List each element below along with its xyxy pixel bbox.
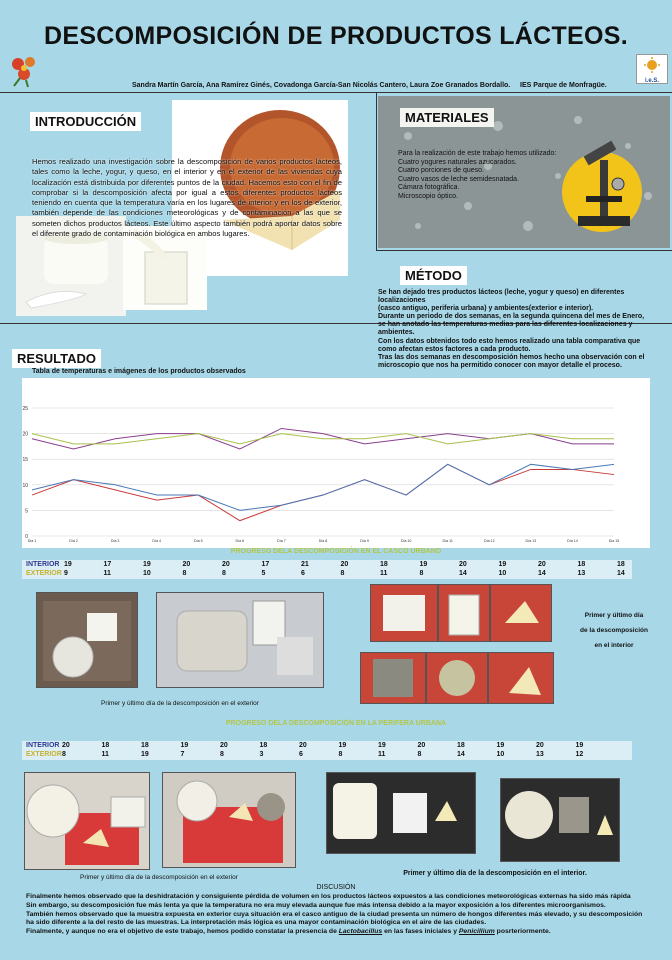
- table-cell: 9: [64, 570, 68, 577]
- table-cell: 20: [459, 561, 467, 568]
- discussion-fragment: posrteriormente.: [494, 928, 551, 936]
- method-text: [378, 289, 670, 370]
- x-tick-label: Día 5: [193, 539, 203, 543]
- photo-urban-interior-1: [370, 584, 438, 642]
- row-label: EXTERIOR: [26, 570, 62, 577]
- periphery-table-heading: PROGRESO DELA DESCOMPOSICIÓN EN LA PERIFERA URBANA: [225, 720, 447, 727]
- materials-heading: MATERIALES: [400, 108, 494, 127]
- photo-periphery-exterior-2: [162, 772, 296, 868]
- method-line: (casco antiguo, periferia urbana) y ambientes(exterior e interior).: [378, 305, 594, 313]
- authors: Sandra Martín García, Ana Ramírez Ginés, Covadonga García-San Nicolás Cantero, Laura Zoe Granados Bordallo.: [132, 82, 511, 89]
- chart-background: [22, 378, 650, 548]
- table-cell: 11: [103, 570, 111, 577]
- y-tick-label: 10: [22, 482, 28, 489]
- table-cell: 14: [457, 751, 465, 758]
- discussion-line: Sin embargo, su descomposición fue más lenta ya que la temperatura no era muy elevada aunque fue más intensa debido a la mayor exposición a los diferentes microorganismos.: [26, 901, 606, 909]
- y-tick-label: 25: [22, 406, 28, 412]
- table-cell: 19: [64, 561, 72, 568]
- photo-periphery-interior-1: [326, 772, 476, 854]
- table-cell: 12: [575, 751, 584, 758]
- poster-title: DESCOMPOSICIÓN DE PRODUCTOS LÁCTEOS.: [43, 22, 628, 50]
- discussion-fragment: Finalmente, y aunque no era el objetivo de este trabajo, hemos podido constatar la presencia de: [26, 928, 339, 936]
- row-label: EXTERIOR: [26, 751, 62, 758]
- method-line: Tras las dos semanas en descomposición hemos hecho una observación con el: [378, 353, 645, 361]
- logo-text: i.e.S.: [644, 78, 659, 84]
- table-cell: 6: [299, 751, 303, 758]
- periphery-exterior-caption: Primer y último día de la descomposición en el exterior: [80, 874, 238, 881]
- table-cell: 14: [617, 570, 625, 577]
- x-tick-label: Día 10: [400, 539, 412, 543]
- urban-exterior-row: [26, 570, 626, 579]
- table-cell: 7: [180, 751, 185, 758]
- materials-item: Cuatro vasos de leche semidesnatada.: [398, 175, 520, 183]
- row-label: INTERIOR: [26, 561, 60, 568]
- materials-item: Microscopio óptico.: [398, 192, 458, 200]
- x-tick-label: Día 13: [525, 539, 537, 543]
- table-cell: 10: [498, 570, 507, 577]
- discussion-line: ha sido diferente a la del resto de las muestras. La interpretación más lógica es una mayor contaminación biológica en el aire de las ciudades.: [26, 919, 487, 927]
- method-line: como afectan estos factores a cada producto.: [378, 345, 531, 353]
- table-cell: 19: [180, 742, 189, 749]
- urban-exterior-caption: Primer y último día de la descomposición en el exterior: [101, 700, 259, 707]
- table-cell: 20: [62, 742, 70, 749]
- school-logo: [636, 54, 668, 84]
- discussion-line: [26, 928, 658, 937]
- discussion-line: Finalmente hemos observado que la deshidratación y consiguiente pérdida de volumen en los productos lácteos expuestos a las condiciones meteorológicas externas ha sido más rápida: [26, 893, 631, 900]
- table-cell: 10: [143, 570, 151, 577]
- table-cell: 18: [141, 742, 149, 749]
- intro-text: Hemos realizado una investigación sobre la descomposición de varios productos lácteos, tales como la leche, yogur, y queso, en el interior y en el exterior de las viviendas cuya localización está distribuida por diferentes puntos de la ciudad. Hacemos esto con el fin de comprobar si la descomposición afecta por igual a estos diferentes productos lácteos teniendo en cuenta que la temperatura varía en los lugares de interior y en los de exterior, también depende de las condiciones meteorológicas y de contaminación a las que se someten dichos productos lácteos. Este último aspecto también podrá aportar datos sobre el diferente grado de contaminación biológica en ambos lugares.: [32, 157, 342, 239]
- microscope-icon: [560, 140, 644, 236]
- results-heading: RESULTADO: [12, 349, 101, 368]
- photo-urban-interior-4: [360, 652, 426, 704]
- periphery-table: [22, 741, 632, 760]
- urban-table-heading: PROGRESO DELA DESCOMPOSICIÓN EN EL CASCO URBANO: [230, 548, 442, 555]
- table-cell: 19: [419, 561, 428, 568]
- penicillium-term: Penicillium: [458, 928, 495, 936]
- periphery-exterior-row: [26, 751, 626, 760]
- table-cell: 20: [299, 742, 307, 749]
- materials-item: Cámara fotográfica.: [398, 184, 460, 192]
- urban-interior-caption: [568, 612, 660, 649]
- table-cell: 8: [222, 570, 226, 577]
- x-tick-label: Día 14: [567, 539, 578, 543]
- table-cell: 21: [301, 561, 309, 568]
- table-cell: 13: [536, 751, 544, 758]
- table-cell: 8: [338, 751, 343, 758]
- discussion-line: También hemos observado que la muestra expuesta en exterior cuya situación era el casco antiguo de la ciudad presenta un número de hongos diferentes más elevado, y su descomposición: [26, 910, 643, 918]
- table-cell: 19: [378, 742, 386, 749]
- table-cell: 11: [380, 570, 388, 577]
- table-cell: 19: [498, 561, 507, 568]
- table-cell: 14: [538, 570, 546, 577]
- caption-line: en el interior: [594, 642, 634, 649]
- table-cell: 18: [457, 742, 465, 749]
- top-vertical-divider: [376, 92, 377, 250]
- table-cell: 19: [143, 561, 151, 568]
- photo-urban-interior-3: [490, 584, 552, 642]
- table-cell: 20: [222, 561, 230, 568]
- y-tick-label: 15: [22, 457, 28, 464]
- x-tick-label: Día 12: [483, 539, 495, 543]
- intro-heading: INTRODUCCIÓN: [30, 112, 141, 131]
- method-heading: MÉTODO: [400, 266, 467, 285]
- lactobacillus-term: Lactobacillus: [338, 928, 383, 936]
- table-cell: 20: [220, 742, 228, 749]
- table-cell: 6: [301, 570, 305, 577]
- flower-icon: [6, 52, 42, 88]
- photo-urban-exterior-2: [156, 592, 324, 688]
- table-cell: 13: [577, 570, 586, 577]
- y-tick-label: 5: [25, 508, 28, 515]
- table-cell: 8: [220, 751, 224, 758]
- table-cell: 20: [536, 742, 544, 749]
- table-cell: 3: [259, 751, 264, 758]
- table-cell: 19: [141, 751, 149, 758]
- x-tick-label: Día 3: [110, 539, 120, 543]
- x-tick-label: Día 11: [442, 539, 453, 543]
- x-tick-label: Día 7: [277, 539, 286, 543]
- table-cell: 20: [182, 561, 191, 568]
- table-cell: 5: [261, 570, 266, 577]
- photo-urban-interior-6: [488, 652, 554, 704]
- photo-urban-exterior-1: [36, 592, 138, 688]
- table-cell: 18: [259, 742, 268, 749]
- x-tick-label: Día 15: [608, 539, 620, 543]
- table-cell: 11: [101, 751, 109, 758]
- table-cell: 19: [575, 742, 584, 749]
- table-cell: 18: [101, 742, 110, 749]
- materials-divider: [376, 250, 672, 251]
- results-subtitle: Tabla de temperaturas e imágenes de los productos observados: [32, 368, 246, 375]
- x-tick-label: Día 4: [152, 539, 162, 543]
- discussion-text: [26, 893, 658, 937]
- photo-periphery-exterior-1: [24, 772, 150, 870]
- table-cell: 20: [340, 561, 349, 568]
- table-cell: 17: [103, 561, 112, 568]
- x-tick-label: Día 9: [360, 539, 369, 543]
- table-cell: 18: [380, 561, 388, 568]
- method-line: Con los datos obtenidos todo esto hemos realizado una tabla comparativa que: [378, 337, 641, 345]
- table-cell: 14: [459, 570, 467, 577]
- table-cell: 8: [62, 751, 66, 758]
- periphery-interior-caption: Primer y último día de la descomposición en el interior.: [403, 870, 587, 877]
- table-cell: 18: [577, 561, 586, 568]
- table-cell: 20: [417, 742, 426, 749]
- discussion-heading: DISCUSIÓN: [316, 884, 356, 891]
- y-tick-label: 20: [22, 431, 28, 438]
- chart-svg: [22, 378, 650, 548]
- periphery-interior-row: [26, 742, 626, 751]
- materials-item: Para la realización de este trabajo hemos utilizado:: [398, 150, 557, 157]
- caption-line: de la descomposición: [580, 627, 648, 634]
- photo-periphery-interior-2: [500, 778, 620, 862]
- caption-line: Primer y último día: [584, 612, 644, 619]
- materials-item: Cuatro porciones de queso.: [398, 167, 484, 175]
- school-name: IES Parque de Monfragüe.: [520, 82, 607, 89]
- table-cell: 20: [538, 561, 546, 568]
- table-cell: 11: [378, 751, 386, 758]
- method-line: Se han dejado tres productos lácteos (leche, yogur y queso) en diferentes localizaciones: [378, 289, 625, 305]
- photo-urban-interior-5: [426, 652, 488, 704]
- method-line: Durante un periodo de dos semanas, en la segunda quincena del mes de Enero,: [378, 313, 645, 321]
- urban-interior-row: [26, 561, 626, 570]
- table-cell: 19: [338, 742, 347, 749]
- table-cell: 18: [617, 561, 625, 568]
- y-tick-label: 0: [25, 534, 28, 540]
- x-tick-label: Día 6: [235, 539, 245, 543]
- table-cell: 8: [340, 570, 345, 577]
- sun-icon: [637, 55, 667, 73]
- header-divider: [0, 92, 672, 93]
- row-label: INTERIOR: [26, 742, 60, 749]
- x-tick-label: Día 2: [69, 539, 78, 543]
- method-line: se han anotado las temperaturas medias para las diferentes localizaciones y ambientes.: [378, 321, 633, 337]
- table-cell: 17: [261, 561, 270, 568]
- x-tick-label: Día 8: [318, 539, 328, 543]
- discussion-fragment: en las fases iniciales y: [382, 928, 459, 936]
- table-cell: 19: [496, 742, 505, 749]
- photo-urban-interior-2: [438, 584, 490, 642]
- x-tick-label: Día 1: [27, 539, 37, 543]
- method-line: microscopio que nos ha permitido conocer con mayor detalle el proceso.: [378, 361, 622, 369]
- urban-table: [22, 560, 632, 579]
- table-cell: 8: [182, 570, 187, 577]
- table-cell: 8: [419, 570, 424, 577]
- materials-item: Cuatro yogures naturales azucarados.: [398, 158, 517, 166]
- temperature-chart: [22, 378, 650, 548]
- table-cell: 8: [417, 751, 422, 758]
- table-cell: 10: [496, 751, 505, 758]
